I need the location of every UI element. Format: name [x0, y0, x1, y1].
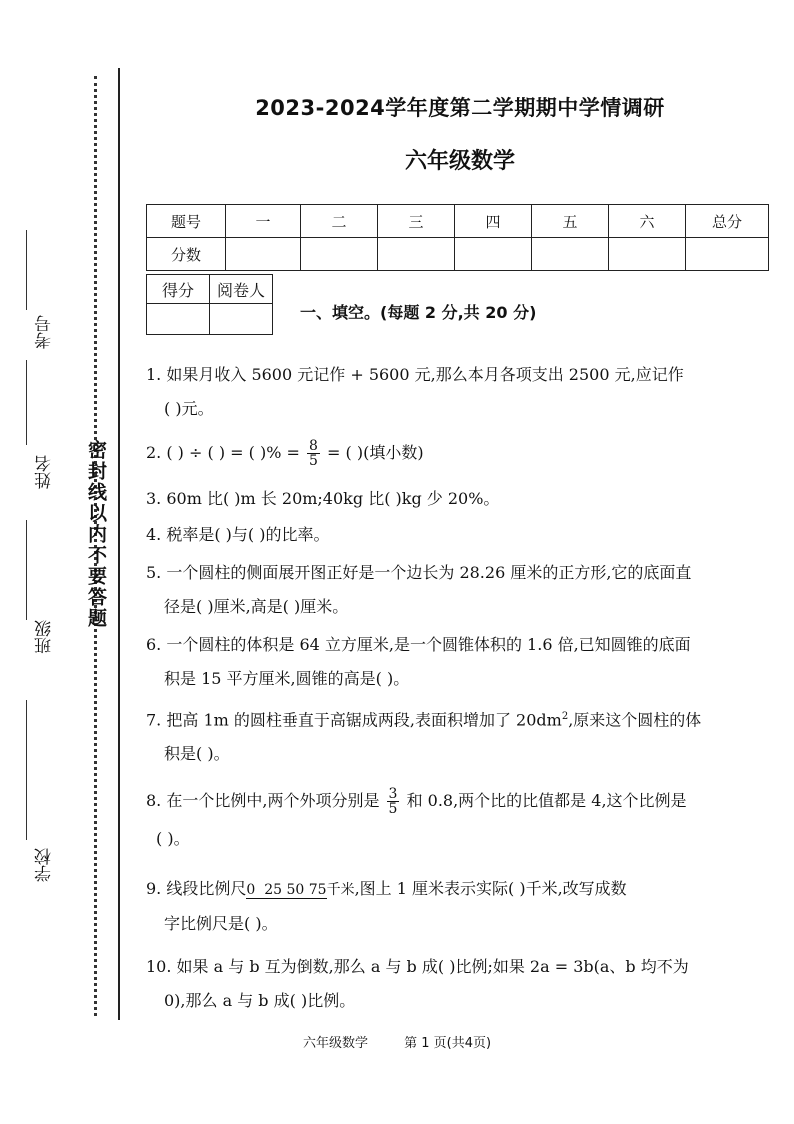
question-10 — [146, 950, 768, 1018]
question-text: 5. 一个圆柱的侧面展开图正好是一个边长为 28.26 厘米的正方形,它的底面直 — [146, 563, 692, 582]
question-text: 1. 如果月收入 5600 元记作 + 5600 元,那么本月各项支出 2500 元,应记作 — [146, 365, 684, 384]
fraction — [307, 439, 320, 468]
question-text: 6. 一个圆柱的体积是 64 立方厘米,是一个圆锥体积的 1.6 倍,已知圆锥的底面 — [146, 635, 691, 654]
class-line — [26, 520, 27, 620]
superscript: 2 — [561, 711, 569, 722]
question-text: 和 0.8,两个比的比值都是 4,这个比例是 — [406, 791, 687, 810]
question-text: 积是( )。 — [164, 744, 230, 764]
footer-subject: 六年级数学 — [302, 1036, 368, 1051]
question-5 — [146, 556, 768, 624]
fraction — [387, 787, 400, 816]
question-text: 2. ( ) ÷ ( ) = ( )% = — [146, 443, 300, 462]
question-2 — [146, 436, 768, 470]
grader-box — [146, 274, 273, 335]
grader-score-cell[interactable] — [147, 304, 210, 335]
fraction-numerator: 3 — [388, 786, 398, 802]
question-text: 积是 15 平方厘米,圆锥的高是( )。 — [164, 669, 410, 688]
grader-name-cell[interactable] — [210, 304, 273, 335]
scale-unit: 千米 — [326, 882, 355, 898]
class-label: 班级 — [35, 620, 55, 654]
school-label: 学校 — [35, 848, 55, 882]
score-cell[interactable] — [378, 238, 455, 271]
question-text: 7. 把高 1m 的圆柱垂直于高锯成两段,表面积增加了 20dm — [146, 710, 562, 730]
score-table-col: 六 — [609, 205, 686, 238]
question-text: ( )。 — [156, 829, 190, 848]
score-table-row2-label: 分数 — [147, 238, 226, 271]
question-text: 0),那么 a 与 b 成( )比例。 — [164, 991, 356, 1010]
score-table-col: 四 — [455, 205, 532, 238]
exam-no-label: 考号 — [35, 315, 55, 349]
scale-tick: 50 — [286, 882, 305, 898]
question-text: = ( )(填小数) — [327, 443, 424, 462]
footer-page: 第 1 页(共4页) — [404, 1036, 492, 1051]
question-text: 字比例尺是( )。 — [164, 914, 278, 933]
question-text: 径是( )厘米,高是( )厘米。 — [164, 597, 349, 616]
exam-no-field — [32, 315, 62, 349]
question-text: ,原来这个圆柱的体 — [568, 710, 702, 730]
exam-no-line — [26, 230, 27, 310]
score-table-header-row — [147, 205, 769, 238]
score-table-score-row — [147, 238, 769, 271]
class-field — [32, 620, 62, 654]
score-table — [146, 204, 769, 271]
grader-name-label: 阅卷人 — [210, 275, 273, 304]
exam-title: 2023-2024学年度第二学期期中学情调研 — [255, 96, 665, 120]
name-field — [32, 455, 62, 489]
score-cell[interactable] — [532, 238, 609, 271]
scale-tick: 25 — [264, 882, 283, 898]
question-text: ( )元。 — [164, 399, 214, 418]
school-line — [26, 700, 27, 840]
score-table-col: 一 — [226, 205, 301, 238]
fraction-denominator: 5 — [309, 453, 318, 469]
score-table-col: 三 — [378, 205, 455, 238]
score-table-col: 二 — [301, 205, 378, 238]
question-4 — [146, 518, 768, 552]
scale-bar — [246, 872, 354, 907]
binding-margin — [0, 0, 120, 1124]
scale-tick: 75 — [308, 882, 327, 898]
score-cell[interactable] — [686, 238, 769, 271]
margin-border-line — [118, 68, 120, 1020]
question-text: 3. 60m 比( )m 长 20m;40kg 比( )kg 少 20%。 — [146, 489, 500, 508]
page-footer — [0, 1032, 794, 1051]
exam-subtitle: 六年级数学 — [404, 149, 515, 174]
question-8 — [146, 784, 768, 856]
question-text: 8. 在一个比例中,两个外项分别是 — [146, 791, 380, 810]
score-cell[interactable] — [226, 238, 301, 271]
question-9 — [146, 872, 768, 941]
score-table-row1-label: 题号 — [147, 205, 226, 238]
score-table-col: 总分 — [686, 205, 769, 238]
name-line — [26, 360, 27, 445]
score-cell[interactable] — [455, 238, 532, 271]
name-label: 姓名 — [35, 455, 55, 489]
question-7 — [146, 700, 768, 771]
scale-tick: 0 — [246, 882, 256, 898]
school-field — [32, 848, 62, 882]
score-table-col: 五 — [532, 205, 609, 238]
grader-score-label: 得分 — [147, 275, 210, 304]
question-6 — [146, 628, 768, 696]
question-3 — [146, 482, 768, 516]
seal-warning: 密封线以内不要答题 — [85, 440, 107, 629]
question-text: 9. 线段比例尺 — [146, 879, 247, 898]
question-text: 4. 税率是( )与( )的比率。 — [146, 525, 330, 544]
section-title: 一、填空。(每题 2 分,共 20 分) — [300, 303, 537, 322]
fraction-denominator: 5 — [388, 801, 398, 817]
question-text: 10. 如果 a 与 b 互为倒数,那么 a 与 b 成( )比例;如果 2a = 3b(a、b 均不为 — [146, 957, 689, 976]
score-cell[interactable] — [609, 238, 686, 271]
question-text: ,图上 1 厘米表示实际( )千米,改写成数 — [354, 879, 627, 898]
score-cell[interactable] — [301, 238, 378, 271]
question-1 — [146, 358, 768, 426]
fraction-numerator: 8 — [309, 438, 318, 454]
